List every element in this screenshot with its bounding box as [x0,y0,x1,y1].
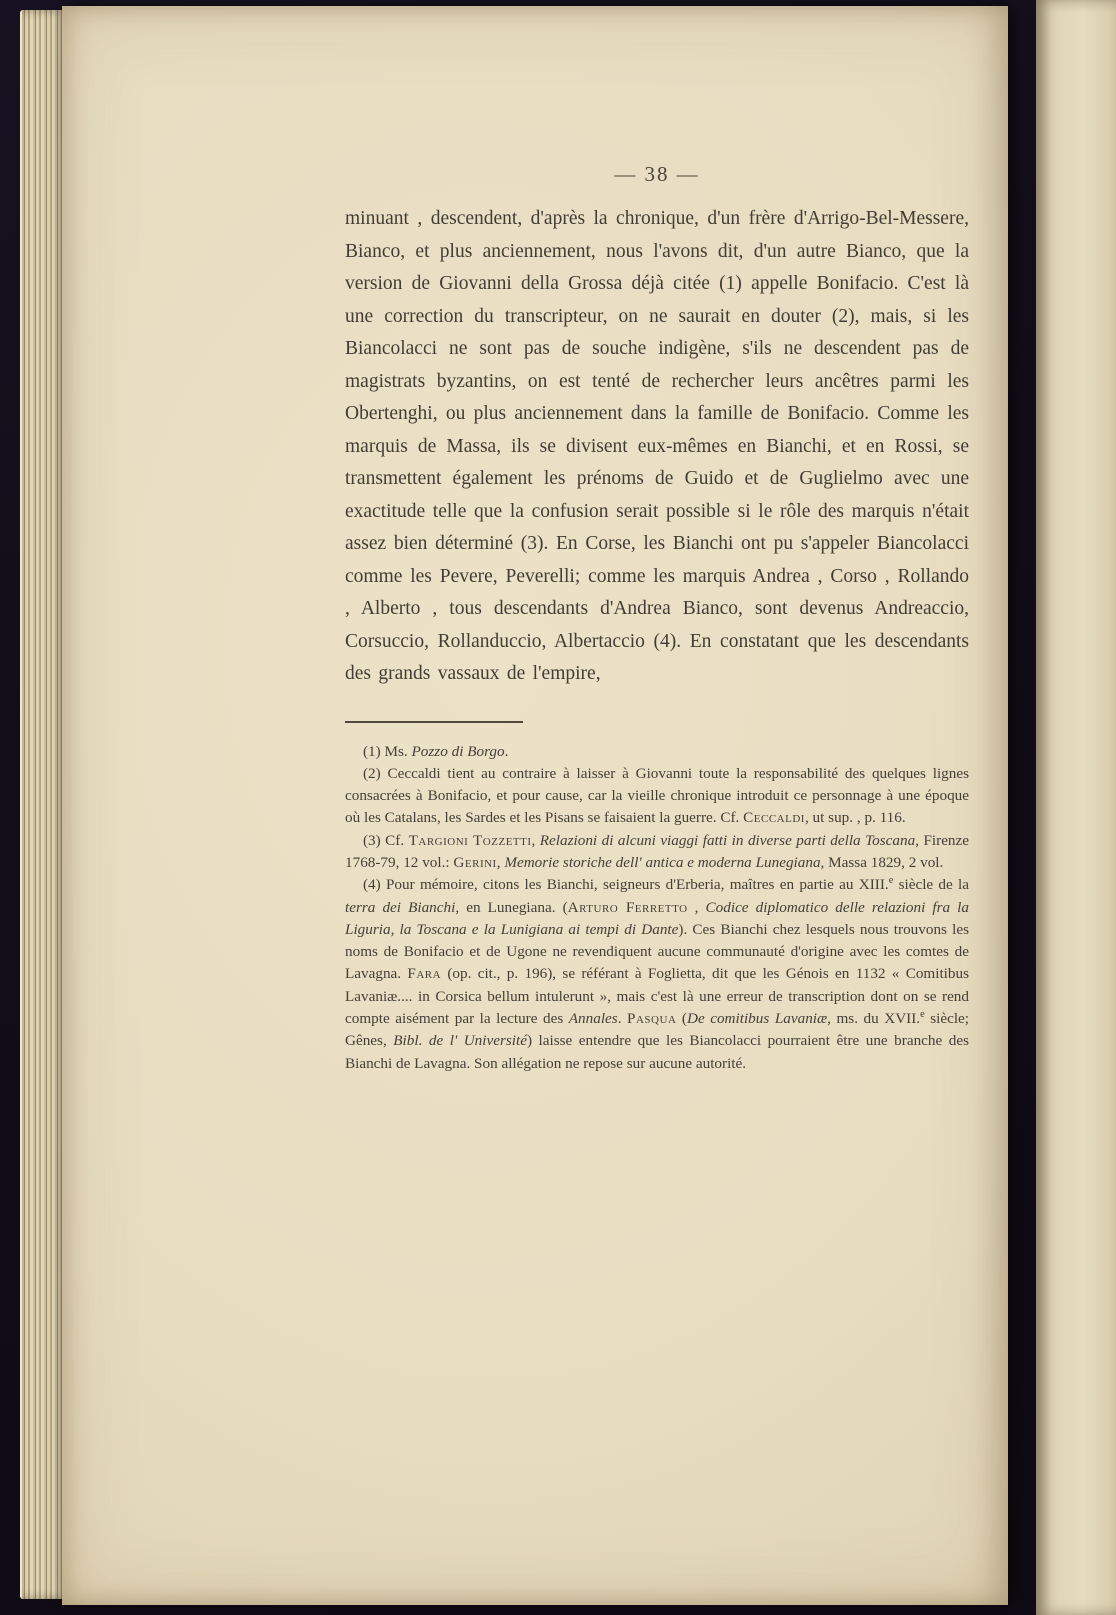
footnotes [345,741,969,1075]
body-text: minuant , descendent, d'après la chronique, d'un frère d'Arrigo-Bel-Messere, Bianco, et plus anciennement, nous l'avons dit, d'un autre Bianco, que la version de Giovanni della Grossa déjà citée (1) appelle Bonifacio. C'est là une correction du transcripteur, on ne saurait en douter (2), mais, si les Biancolacci ne sont pas de souche indigène, s'ils ne descendent pas de magistrats byzantins, on est tenté de rechercher leurs ancêtres parmi les Obertenghi, ou plus anciennement dans la famille de Bonifacio. Comme les marquis de Massa, ils se divisent eux-mêmes en Bianchi, et en Rossi, se transmettent également les prénoms de Guido et de Guglielmo avec une exactitude telle que la confusion serait possible si le rôle des marquis n'était assez bien déterminé (3). En Corse, les Bianchi ont pu s'appeler Biancolacci comme les Pevere, Peverelli; comme les marquis Andrea , Corso , Rollando , Alberto , tous descendants d'Andrea Bianco, sont devenus Andreaccio, Corsuccio, Rollanduccio, Albertaccio (4). En constatant que les descendants des grands vassaux de l'empire, [345,208,969,684]
main-page [62,6,1008,1605]
footnote: (3) Cf. Targioni Tozzetti, Relazioni di alcuni viaggi fatti in diverse parti della Toscana, Firenze 1768-79, 12 vol.: Gerini, Memorie storiche dell' antica e moderna Lunegiana, Massa 1829, 2 vol. [345,831,970,871]
footnote: (1) Ms. Pozzo di Borgo. [363,742,509,760]
footnote-separator [345,721,523,723]
page-content [345,162,969,1075]
page-stack-edges [20,10,68,1599]
next-page-edge [1036,0,1116,1615]
page-number: — 38 — [614,162,700,186]
footnote: (4) Pour mémoire, citons les Bianchi, seigneurs d'Erberia, maîtres en partie au XIII.$^e$ siècle de la terra dei Bianchi, en Lunegiana. (Arturo Ferretto , Codice diplomatico delle relazioni fra la Liguria, la Toscana e la Lunigiana ai tempi di Dante). Ces Bianchi chez lesquels nous trouvons les noms de Bonifacio et de Ugone ne revendiquent aucune communauté d'origine avec les comtes de Lavagna. Fara (op. cit., p. 196), se référant à Foglietta, dit que les Génois en 1132 « Comitibus Lavaniæ.... in Corsica bellum intulerunt », mais c'est là une erreur de transcription dont on se rend compte aisément par la lecture des Annales. Pasqua (De comitibus Lavaniæ, ms. du XVII.$^e$ siècle; Gênes, Bibl. de l' Université) laisse entendre que les Biancolacci pourraient être une branche des Bianchi de Lavagna. Son allégation ne repose sur aucune autorité. [345,875,970,1072]
footnote: (2) Ceccaldi tient au contraire à laisser à Giovanni toute la responsabilité des quelques lignes consacrées à Bonifacio, et pour cause, car la vieille chronique introduit ce personnage à une époque où les Catalans, les Sardes et les Pisans se faisaient la guerre. Cf. Ceccaldi, ut sup. , p. 116. [345,764,969,827]
